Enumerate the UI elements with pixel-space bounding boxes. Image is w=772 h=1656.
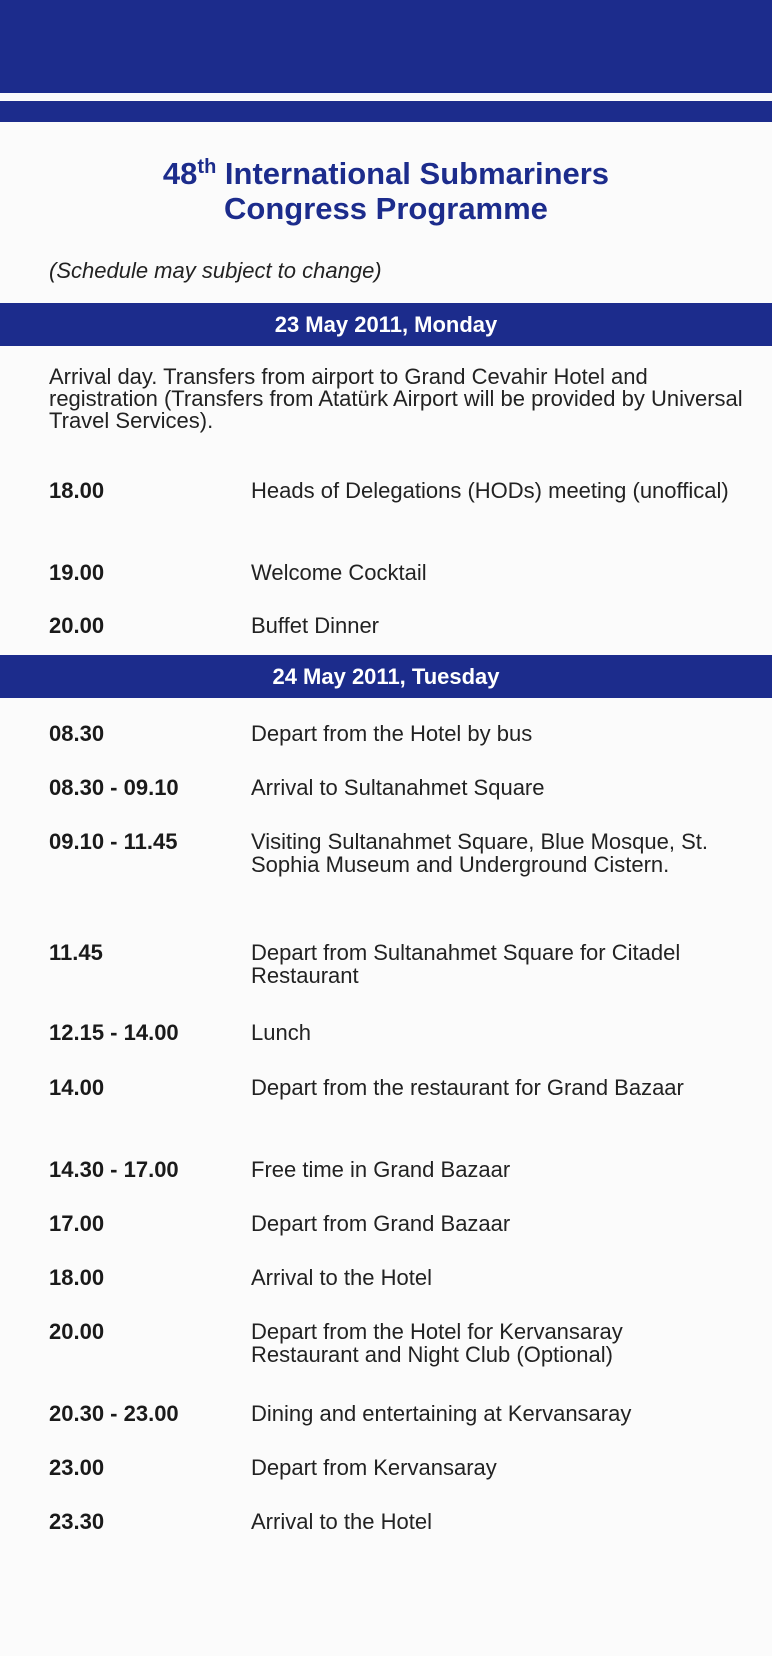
schedule-row [49, 479, 749, 502]
schedule-event: Depart from Kervansaray [251, 1455, 497, 1480]
schedule-row [49, 1456, 749, 1479]
schedule-event: Heads of Delegations (HODs) meeting (unoffical) [251, 478, 729, 503]
schedule-row [49, 1402, 749, 1425]
schedule-time: 20.30 - 23.00 [49, 1401, 179, 1426]
schedule-row [49, 1076, 749, 1099]
schedule-event: Visiting Sultanahmet Square, Blue Mosque, St. Sophia Museum and Underground Cistern. [251, 829, 708, 877]
schedule-row [49, 614, 749, 637]
schedule-time: 08.30 - 09.10 [49, 775, 179, 800]
schedule-event: Dining and entertaining at Kervansaray [251, 1401, 632, 1426]
schedule-row [49, 1266, 749, 1289]
schedule-event: Arrival to the Hotel [251, 1509, 432, 1534]
schedule-row [49, 722, 749, 745]
schedule-time: 23.00 [49, 1455, 105, 1480]
schedule-time: 20.00 [49, 613, 105, 638]
schedule-time: 09.10 - 11.45 [49, 829, 178, 854]
schedule-event: Depart from Grand Bazaar [251, 1211, 511, 1236]
schedule-row [49, 1320, 749, 1366]
schedule-row [49, 830, 749, 876]
header-band [0, 0, 772, 93]
schedule-event: Depart from the Hotel by bus [251, 721, 533, 746]
schedule-time: 12.15 - 14.00 [49, 1020, 179, 1045]
schedule-time: 19.00 [49, 560, 105, 585]
schedule-event: Lunch [251, 1020, 311, 1045]
header-stripe [0, 101, 772, 122]
schedule-event: Free time in Grand Bazaar [251, 1157, 511, 1182]
schedule-time: 18.00 [49, 1265, 105, 1290]
schedule-event: Depart from the Hotel for Kervansaray Restaurant and Night Club (Optional) [251, 1319, 623, 1367]
schedule-time: 20.00 [49, 1319, 105, 1344]
schedule-event: Depart from the restaurant for Grand Bazaar [251, 1075, 684, 1100]
schedule-time: 08.30 [49, 721, 105, 746]
schedule-event: Buffet Dinner [251, 613, 380, 638]
schedule-row [49, 1212, 749, 1235]
schedule-row [49, 1158, 749, 1181]
day-header-monday: 23 May 2011, Monday [0, 303, 772, 346]
schedule-time: 23.30 [49, 1509, 105, 1534]
schedule-row [49, 1021, 749, 1044]
schedule-row [49, 561, 749, 584]
schedule-time: 11.45 [49, 940, 103, 965]
page-title: 48th International Submariners Congress Programme [162, 156, 610, 226]
schedule-time: 14.00 [49, 1075, 105, 1100]
schedule-time: 14.30 - 17.00 [49, 1157, 179, 1182]
schedule-event: Arrival to Sultanahmet Square [251, 775, 545, 800]
schedule-row [49, 941, 749, 987]
schedule-time: 18.00 [49, 478, 105, 503]
day-intro: Arrival day. Transfers from airport to Grand Cevahir Hotel and registration (Transfers from Atatürk Airport will be provided by Universal Travel Services). [49, 364, 743, 433]
schedule-event: Depart from Sultanahmet Square for Citadel Restaurant [251, 940, 681, 988]
schedule-event: Arrival to the Hotel [251, 1265, 432, 1290]
schedule-event: Welcome Cocktail [251, 560, 427, 585]
day-header-tuesday: 24 May 2011, Tuesday [0, 655, 772, 698]
schedule-time: 17.00 [49, 1211, 105, 1236]
schedule-row [49, 1510, 749, 1533]
schedule-note: (Schedule may subject to change) [49, 258, 382, 283]
schedule-row [49, 776, 749, 799]
